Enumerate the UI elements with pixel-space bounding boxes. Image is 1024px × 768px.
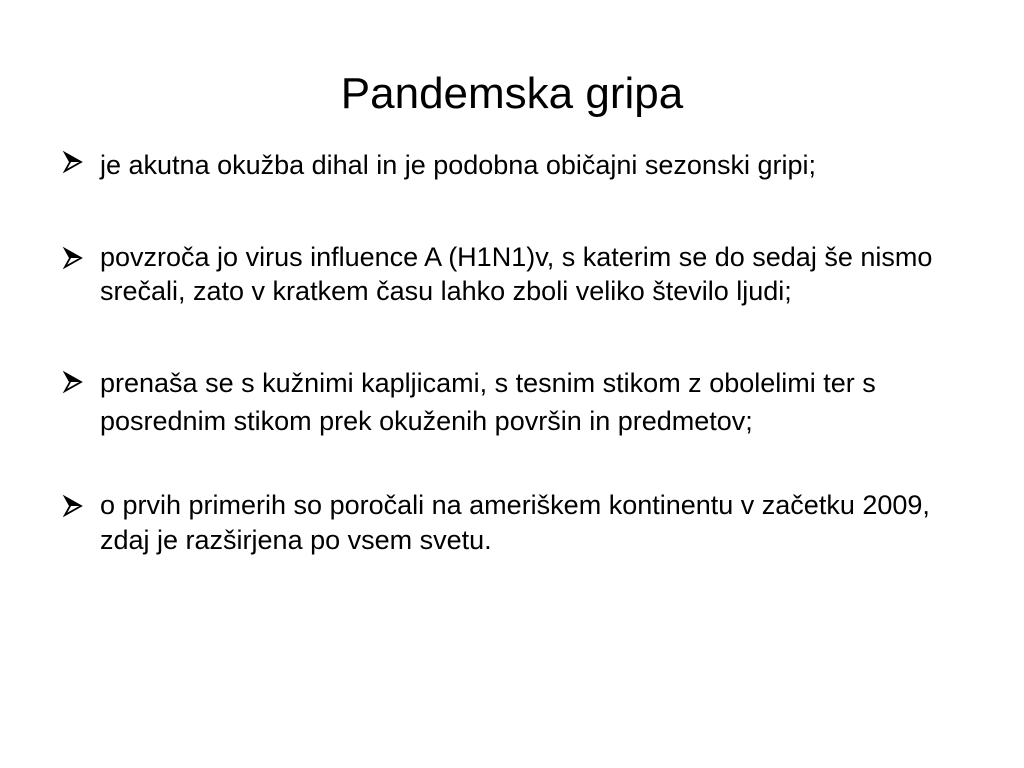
arrowhead-bullet-icon [62,246,88,272]
bullet-text: je akutna okužba dihal in je podobna običajni sezonski gripi; [100,150,816,180]
arrowhead-bullet-icon [62,150,88,176]
slide-title: Pandemska gripa [340,69,684,118]
bullet-text: o prvih primerih so poročali na ameriškem kontinentu v začetku 2009, zdaj je razširjena po vsem svetu. [100,490,930,555]
arrowhead-bullet-icon [62,494,88,520]
arrowhead-bullet-icon [62,370,88,396]
bullet-text: povzroča jo virus influence A (H1N1)v, s katerim se do sedaj še nismo srečali, zato v kratkem času lahko zboli veliko število ljudi; [100,242,933,306]
bullet-text: prenaša se s kužnimi kapljicami, s tesnim stikom z obolelimi ter s posrednim stikom prek okuženih površin in predmetov; [100,368,876,436]
